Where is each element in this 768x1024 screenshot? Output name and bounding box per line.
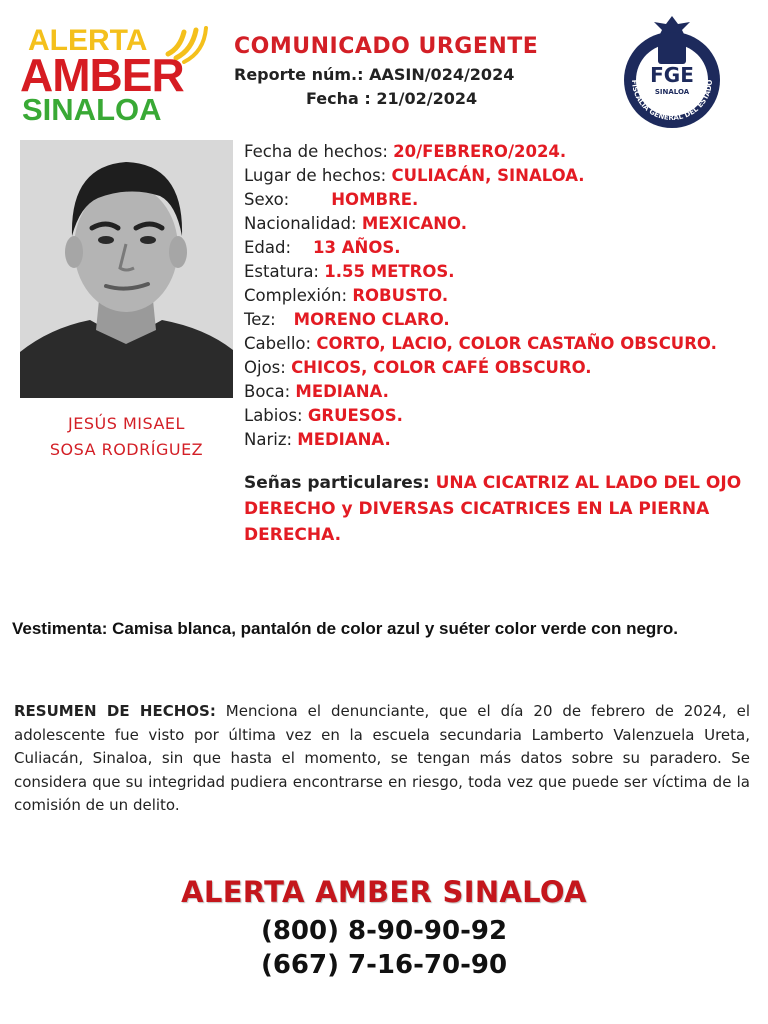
phone-number-1[interactable]: (800) 8-90-90-92 bbox=[260, 916, 508, 946]
detail-nationality bbox=[244, 212, 759, 236]
person-name-first: JESÚS MISAEL bbox=[68, 414, 185, 433]
detail-label: Edad: bbox=[244, 238, 292, 257]
detail-label: Complexión: bbox=[244, 286, 348, 305]
marks-label: Señas particulares: bbox=[244, 473, 430, 493]
detail-eyes bbox=[244, 356, 759, 380]
detail-value: 20/FEBRERO/2024. bbox=[393, 142, 567, 161]
seal-state: SINALOA bbox=[654, 88, 690, 96]
detail-label: Ojos: bbox=[244, 358, 286, 377]
detail-label: Fecha de hechos: bbox=[244, 142, 388, 161]
logo-amber-text: AMBER bbox=[20, 49, 184, 101]
detail-value: HOMBRE. bbox=[331, 190, 419, 209]
summary-of-events bbox=[14, 700, 750, 818]
bulletin-date: Fecha : 21/02/2024 bbox=[306, 89, 478, 108]
bulletin-title: COMUNICADO URGENTE bbox=[234, 34, 539, 59]
report-number: Reporte núm.: AASIN/024/2024 bbox=[234, 65, 515, 84]
detail-value: 1.55 METROS. bbox=[324, 262, 455, 281]
distinguishing-marks bbox=[244, 470, 759, 548]
detail-height bbox=[244, 260, 759, 284]
logo-sinaloa-text: SINALOA bbox=[22, 92, 162, 127]
detail-build bbox=[244, 284, 759, 308]
detail-value: MEDIANA. bbox=[297, 430, 391, 449]
summary-text: Menciona el denunciante, que el día 20 de febrero de 2024, el adolescente fue visto por última vez en la escuela secundaria Lamberto Valenzuela Ureta, Culiacán, Sinaloa, sin que hasta el momento, se tengan más datos sobre su paradero. Se considera que su integridad pudiera encontrarse en riesgo, toda vez que puede ser víctima de la comisión de un delito. bbox=[14, 702, 750, 814]
detail-value: 13 AÑOS. bbox=[313, 238, 401, 257]
detail-label: Labios: bbox=[244, 406, 303, 425]
detail-place-of-events bbox=[244, 164, 759, 188]
fge-sinaloa-seal bbox=[620, 14, 724, 132]
detail-value: MEXICANO. bbox=[361, 214, 467, 233]
detail-hair bbox=[244, 332, 759, 356]
marks-value: UNA CICATRIZ AL LADO DEL OJO DERECHO y DIVERSAS CICATRICES EN LA PIERNA DERECHA. bbox=[244, 473, 742, 545]
detail-label: Estatura: bbox=[244, 262, 319, 281]
detail-value: GRUESOS. bbox=[307, 406, 403, 425]
seal-ring-text: FISCALÍA GENERAL DEL ESTADO bbox=[629, 79, 715, 123]
detail-label: Cabello: bbox=[244, 334, 312, 353]
detail-value: CHICOS, COLOR CAFÉ OBSCURO. bbox=[291, 358, 592, 377]
detail-value: MEDIANA. bbox=[295, 382, 389, 401]
detail-value: MORENO CLARO. bbox=[293, 310, 450, 329]
person-name-last: SOSA RODRÍGUEZ bbox=[49, 440, 204, 459]
detail-value: CULIACÁN, SINALOA. bbox=[391, 166, 585, 185]
clothing-description: Vestimenta: Camisa blanca, pantalón de color azul y suéter color verde con negro. bbox=[12, 619, 679, 638]
detail-label: Sexo: bbox=[244, 190, 290, 209]
detail-label: Nacionalidad: bbox=[244, 214, 357, 233]
alerta-amber-logo bbox=[18, 22, 208, 130]
missing-person-photo bbox=[20, 140, 233, 398]
detail-label: Lugar de hechos: bbox=[244, 166, 387, 185]
detail-label: Nariz: bbox=[244, 430, 293, 449]
detail-date-of-events bbox=[244, 140, 759, 164]
detail-value: CORTO, LACIO, COLOR CASTAÑO OBSCURO. bbox=[316, 334, 717, 353]
phone-number-2[interactable]: (667) 7-16-70-90 bbox=[260, 950, 508, 980]
person-details bbox=[244, 140, 759, 452]
detail-label: Tez: bbox=[244, 310, 276, 329]
detail-label: Boca: bbox=[244, 382, 291, 401]
footer-title: ALERTA AMBER SINALOA bbox=[181, 875, 587, 909]
detail-sex bbox=[244, 188, 759, 212]
detail-age bbox=[244, 236, 759, 260]
detail-lips bbox=[244, 404, 759, 428]
seal-acronym: FGE bbox=[650, 63, 694, 87]
detail-complexion bbox=[244, 308, 759, 332]
detail-value: ROBUSTO. bbox=[352, 286, 449, 305]
detail-nose bbox=[244, 428, 759, 452]
detail-mouth bbox=[244, 380, 759, 404]
logo-alerta-text: ALERTA bbox=[28, 24, 148, 57]
summary-label: RESUMEN DE HECHOS: bbox=[14, 702, 216, 720]
